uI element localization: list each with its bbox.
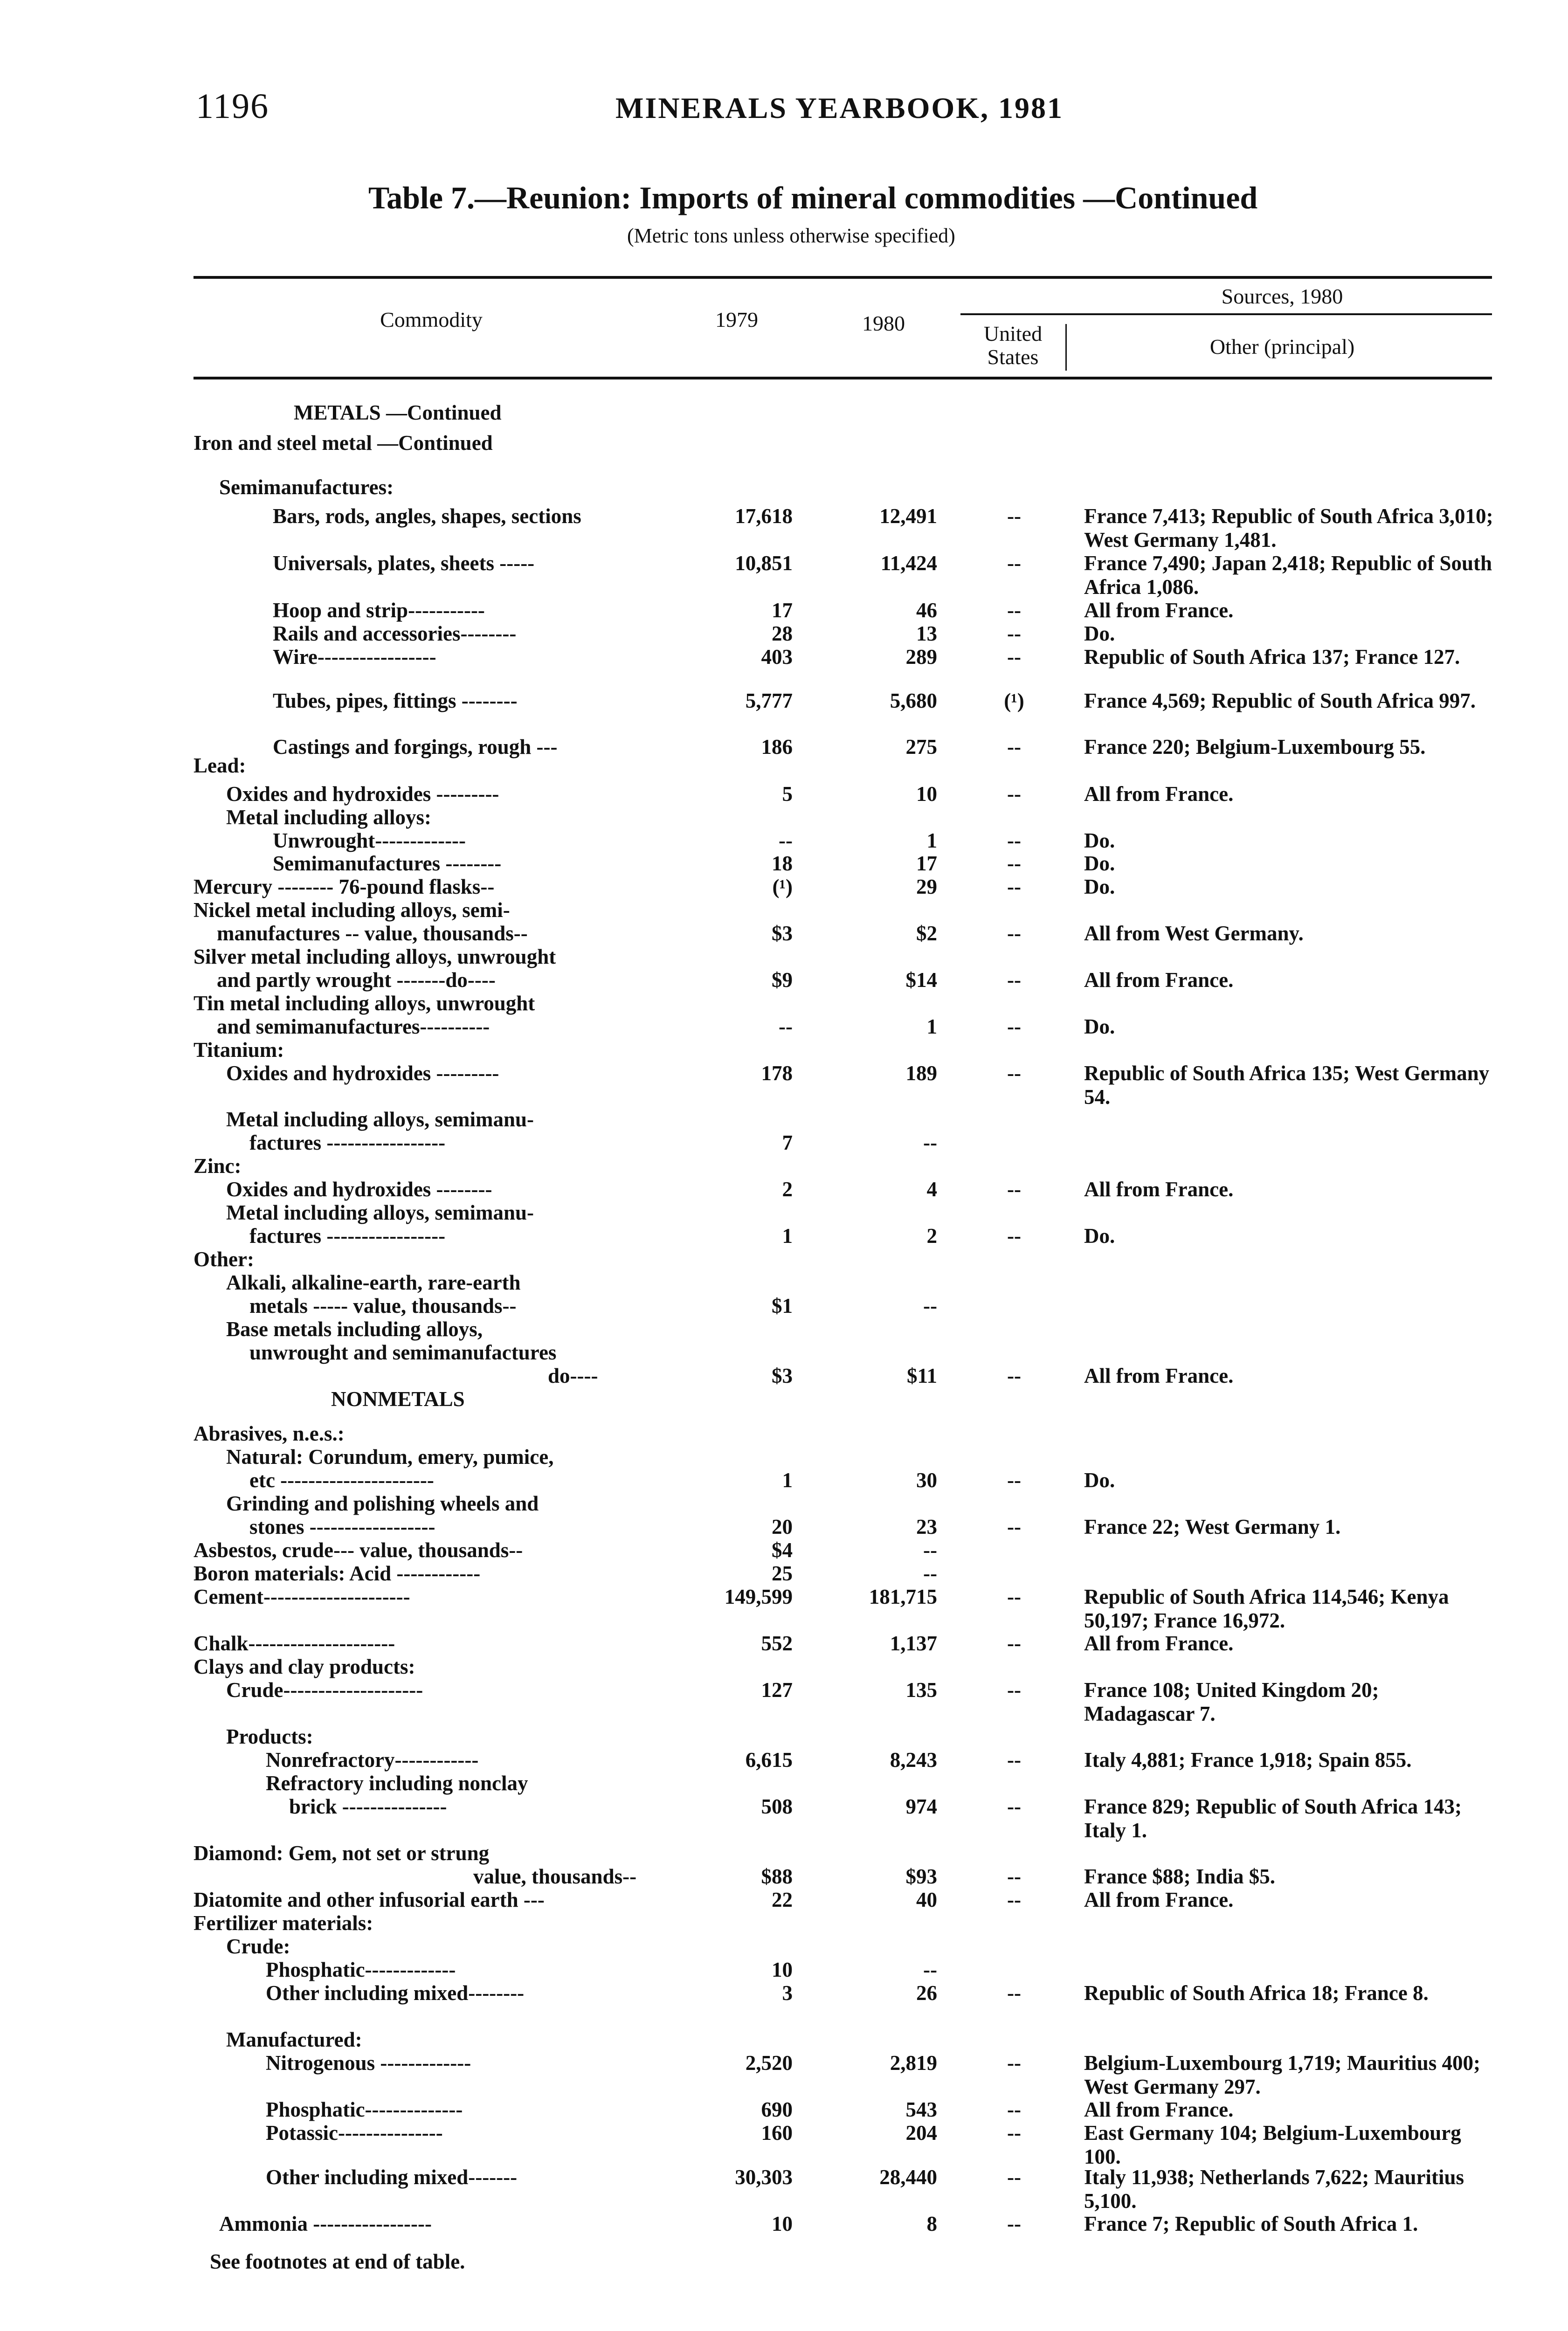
footnote: See footnotes at end of table.: [210, 2250, 465, 2273]
commodity-label: NONMETALS: [331, 1387, 465, 1411]
value-other-sources: Do.: [1084, 829, 1115, 852]
value-1980: --: [923, 1131, 937, 1154]
header-us-line1: United: [983, 322, 1043, 345]
value-1979: 7: [782, 1131, 793, 1154]
value-1979: 10: [772, 1958, 793, 1981]
value-1979: 690: [761, 2098, 793, 2121]
value-other-sources: Do.: [1084, 1015, 1115, 1038]
commodity-label: stones ------------------: [249, 1515, 435, 1538]
value-united-states: --: [1007, 645, 1021, 669]
commodity-label: Base metals including alloys,: [226, 1317, 483, 1341]
value-united-states: --: [1007, 1678, 1021, 1702]
value-1980: 2: [926, 1224, 937, 1248]
value-1980: 2,819: [890, 2051, 937, 2075]
header-other: Other (principal): [1209, 335, 1355, 359]
value-1979: $88: [761, 1865, 793, 1888]
page-number: 1196: [196, 87, 269, 126]
commodity-label: Boron materials: Acid ------------: [193, 1562, 481, 1585]
header-1980: 1980: [862, 311, 905, 335]
value-1980: 46: [916, 599, 937, 622]
commodity-label: Tin metal including alloys, unwrought: [193, 992, 535, 1015]
value-1979: 2,520: [745, 2051, 793, 2075]
sources-rule: [960, 313, 1492, 315]
value-1979: 149,599: [724, 1585, 793, 1608]
value-other-sources: Do.: [1084, 852, 1115, 875]
commodity-label: Bars, rods, angles, shapes, sections: [273, 504, 581, 528]
value-united-states: --: [1007, 1865, 1021, 1888]
commodity-label: Mercury -------- 76-pound flasks--: [193, 875, 495, 898]
value-united-states: --: [1007, 852, 1021, 875]
commodity-label: Refractory including nonclay: [266, 1772, 528, 1795]
value-other-sources: France 7,413; Republic of South Africa 3,010; West Germany 1,481.: [1084, 504, 1493, 552]
running-head: MINERALS YEARBOOK, 1981: [615, 91, 1064, 124]
value-1980: 23: [916, 1515, 937, 1538]
value-1979: 18: [772, 852, 793, 875]
value-1980: 26: [916, 1981, 937, 2005]
value-united-states: --: [1007, 1364, 1021, 1387]
value-other-sources: Republic of South Africa 137; France 127.: [1084, 645, 1460, 669]
value-1980: 1: [926, 1015, 937, 1038]
value-1980: 181,715: [869, 1585, 937, 1608]
value-united-states: --: [1007, 1632, 1021, 1655]
value-1979: $3: [772, 922, 793, 945]
value-1979: 186: [761, 735, 793, 759]
commodity-label: Oxides and hydroxides ---------: [226, 1062, 499, 1085]
value-other-sources: Republic of South Africa 18; France 8.: [1084, 1981, 1429, 2005]
value-united-states: --: [1007, 2098, 1021, 2121]
header-sources: Sources, 1980: [1221, 284, 1343, 308]
commodity-label: Metal including alloys, semimanu-: [226, 1108, 534, 1131]
value-other-sources: Do.: [1084, 875, 1115, 898]
value-1979: 17,618: [735, 504, 793, 528]
commodity-label: Manufactured:: [226, 2028, 362, 2051]
value-1979: 508: [761, 1795, 793, 1818]
commodity-label: Silver metal including alloys, unwrought: [193, 945, 556, 968]
commodity-label: Alkali, alkaline-earth, rare-earth: [226, 1271, 521, 1294]
value-united-states: --: [1007, 1795, 1021, 1818]
header-us-line2: States: [987, 345, 1039, 369]
commodity-label: Nonrefractory------------: [266, 1748, 479, 1772]
commodity-label: Nitrogenous -------------: [266, 2051, 471, 2075]
value-1980: 1: [926, 829, 937, 852]
value-united-states: (¹): [1004, 689, 1024, 712]
value-united-states: --: [1007, 1748, 1021, 1772]
header-bottom-rule: [193, 377, 1492, 379]
value-1979: 10: [772, 2212, 793, 2235]
value-1980: 28,440: [879, 2165, 937, 2189]
commodity-label: Phosphatic-------------: [266, 1958, 456, 1981]
value-united-states: --: [1007, 1585, 1021, 1608]
commodity-label: and partly wrought -------do----: [217, 968, 496, 992]
value-other-sources: France 4,569; Republic of South Africa 997.: [1084, 689, 1476, 712]
value-1980: 40: [916, 1888, 937, 1911]
value-other-sources: France 108; United Kingdom 20; Madagascar 7.: [1084, 1678, 1379, 1725]
value-united-states: --: [1007, 622, 1021, 645]
commodity-label: Universals, plates, sheets -----: [273, 552, 535, 575]
value-united-states: --: [1007, 1178, 1021, 1201]
value-united-states: --: [1007, 1981, 1021, 2005]
value-united-states: --: [1007, 2051, 1021, 2075]
commodity-label: Nickel metal including alloys, semi-: [193, 898, 510, 922]
value-other-sources: France 7; Republic of South Africa 1.: [1084, 2212, 1418, 2235]
value-united-states: --: [1007, 782, 1021, 806]
commodity-label: Hoop and strip-----------: [273, 599, 485, 622]
commodity-label: Natural: Corundum, emery, pumice,: [226, 1445, 554, 1469]
commodity-label: Titanium:: [193, 1038, 284, 1062]
commodity-label: Other:: [193, 1248, 254, 1271]
commodity-label: Oxides and hydroxides --------: [226, 1178, 492, 1201]
value-1980: 974: [905, 1795, 937, 1818]
commodity-label: Tubes, pipes, fittings --------: [273, 689, 518, 712]
commodity-label: Metal including alloys, semimanu-: [226, 1201, 534, 1224]
value-1979: 22: [772, 1888, 793, 1911]
commodity-label: Clays and clay products:: [193, 1655, 415, 1678]
value-other-sources: Italy 4,881; France 1,918; Spain 855.: [1084, 1748, 1412, 1772]
value-united-states: --: [1007, 922, 1021, 945]
commodity-label: Other including mixed--------: [266, 1981, 525, 2005]
value-1979: --: [779, 829, 793, 852]
value-1980: 12,491: [879, 504, 937, 528]
value-other-sources: East Germany 104; Belgium-Luxembourg 100.: [1084, 2121, 1461, 2168]
commodity-label: and semimanufactures----------: [217, 1015, 490, 1038]
value-1980: 29: [916, 875, 937, 898]
value-other-sources: France 22; West Germany 1.: [1084, 1515, 1341, 1538]
value-united-states: --: [1007, 875, 1021, 898]
commodity-label: Crude:: [226, 1935, 290, 1958]
commodity-label: Products:: [226, 1725, 313, 1748]
value-1979: $3: [772, 1364, 793, 1387]
value-1979: 6,615: [745, 1748, 793, 1772]
commodity-label: Rails and accessories--------: [273, 622, 517, 645]
commodity-label: Phosphatic--------------: [266, 2098, 463, 2121]
value-1980: 204: [905, 2121, 937, 2145]
value-1979: --: [779, 1015, 793, 1038]
value-1980: $11: [906, 1364, 937, 1387]
value-other-sources: All from West Germany.: [1084, 922, 1304, 945]
value-other-sources: France 7,490; Japan 2,418; Republic of South Africa 1,086.: [1084, 552, 1492, 599]
value-other-sources: All from France.: [1084, 968, 1234, 992]
commodity-label: metals ----- value, thousands--: [249, 1294, 517, 1317]
commodity-label: METALS —Continued: [294, 401, 502, 424]
value-1980: --: [923, 1562, 937, 1585]
commodity-label: Lead:: [193, 754, 246, 777]
commodity-label: Crude--------------------: [226, 1678, 423, 1702]
commodity-label: Semimanufactures:: [219, 476, 394, 499]
value-1980: 5,680: [890, 689, 937, 712]
value-1979: 160: [761, 2121, 793, 2145]
value-1980: 30: [916, 1469, 937, 1492]
commodity-label: brick ---------------: [289, 1795, 447, 1818]
value-1979: $4: [772, 1538, 793, 1562]
commodity-label: Cement---------------------: [193, 1585, 410, 1608]
value-1980: 4: [926, 1178, 937, 1201]
value-1979: 1: [782, 1224, 793, 1248]
value-united-states: --: [1007, 1888, 1021, 1911]
value-other-sources: France 829; Republic of South Africa 143; Italy 1.: [1084, 1795, 1462, 1842]
value-other-sources: Do.: [1084, 1469, 1115, 1492]
value-other-sources: All from France.: [1084, 1178, 1234, 1201]
value-1979: 30,303: [735, 2165, 793, 2189]
value-1979: 5: [782, 782, 793, 806]
value-other-sources: All from France.: [1084, 599, 1234, 622]
value-1980: 1,137: [890, 1632, 937, 1655]
commodity-label: Abrasives, n.e.s.:: [193, 1422, 345, 1445]
value-united-states: --: [1007, 599, 1021, 622]
value-united-states: --: [1007, 1015, 1021, 1038]
us-divider-rule: [1065, 324, 1067, 371]
value-1979: 25: [772, 1562, 793, 1585]
value-other-sources: Republic of South Africa 135; West Germany 54.: [1084, 1062, 1490, 1109]
value-other-sources: Belgium-Luxembourg 1,719; Mauritius 400; West Germany 297.: [1084, 2051, 1480, 2098]
value-1979: 552: [761, 1632, 793, 1655]
value-1979: 10,851: [735, 552, 793, 575]
value-1980: 543: [905, 2098, 937, 2121]
value-united-states: --: [1007, 2165, 1021, 2189]
value-1979: 5,777: [745, 689, 793, 712]
value-1979: 1: [782, 1469, 793, 1492]
value-1980: $2: [916, 922, 937, 945]
value-1979: 403: [761, 645, 793, 669]
value-1980: --: [923, 1294, 937, 1317]
commodity-label: Asbestos, crude--- value, thousands--: [193, 1538, 523, 1562]
commodity-label: Oxides and hydroxides ---------: [226, 782, 499, 806]
value-other-sources: All from France.: [1084, 782, 1234, 806]
value-1980: 11,424: [880, 552, 937, 575]
commodity-label: Fertilizer materials:: [193, 1911, 373, 1935]
value-other-sources: France $88; India $5.: [1084, 1865, 1275, 1888]
commodity-label: Grinding and polishing wheels and: [226, 1492, 539, 1515]
commodity-label: Ammonia -----------------: [219, 2212, 432, 2235]
value-1979: 3: [782, 1981, 793, 2005]
value-united-states: --: [1007, 504, 1021, 528]
value-1980: 17: [916, 852, 937, 875]
value-united-states: --: [1007, 552, 1021, 575]
commodity-label: Metal including alloys:: [226, 806, 432, 829]
table-title: Table 7.—Reunion: Imports of mineral commodities —Continued: [368, 180, 1258, 215]
value-1979: 17: [772, 599, 793, 622]
commodity-label: Other including mixed-------: [266, 2165, 518, 2189]
commodity-label: Unwrought-------------: [273, 829, 466, 852]
value-1980: 8: [926, 2212, 937, 2235]
value-other-sources: France 220; Belgium-Luxembourg 55.: [1084, 735, 1426, 759]
commodity-label: etc ----------------------: [249, 1469, 434, 1492]
value-1979: 28: [772, 622, 793, 645]
value-united-states: --: [1007, 1224, 1021, 1248]
value-1980: 189: [905, 1062, 937, 1085]
commodity-label: factures -----------------: [249, 1131, 446, 1154]
value-other-sources: All from France.: [1084, 1632, 1234, 1655]
header-1979: 1979: [715, 308, 758, 331]
value-united-states: --: [1007, 2212, 1021, 2235]
commodity-label: Iron and steel metal —Continued: [193, 431, 493, 455]
value-united-states: --: [1007, 968, 1021, 992]
value-united-states: --: [1007, 2121, 1021, 2145]
value-1980: 289: [905, 645, 937, 669]
value-1979: 178: [761, 1062, 793, 1085]
commodity-label: Diamond: Gem, not set or strung: [193, 1841, 490, 1865]
header-commodity: Commodity: [380, 308, 483, 331]
value-other-sources: All from France.: [1084, 1364, 1234, 1387]
value-other-sources: Do.: [1084, 1224, 1115, 1248]
header-top-rule: [193, 276, 1492, 279]
commodity-label: Diatomite and other infusorial earth ---: [193, 1888, 545, 1911]
value-other-sources: All from France.: [1084, 2098, 1234, 2121]
value-1979: $1: [772, 1294, 793, 1317]
value-1980: 13: [916, 622, 937, 645]
value-1980: 10: [916, 782, 937, 806]
commodity-label: Semimanufactures --------: [273, 852, 502, 875]
value-1979: $9: [772, 968, 793, 992]
commodity-label: factures -----------------: [249, 1224, 446, 1248]
value-1980: 135: [905, 1678, 937, 1702]
value-united-states: --: [1007, 1469, 1021, 1492]
value-1980: --: [923, 1538, 937, 1562]
value-1979: 2: [782, 1178, 793, 1201]
value-1979: (¹): [772, 875, 793, 898]
value-united-states: --: [1007, 829, 1021, 852]
commodity-label: Chalk---------------------: [193, 1632, 395, 1655]
value-other-sources: All from France.: [1084, 1888, 1234, 1911]
value-united-states: --: [1007, 1062, 1021, 1085]
value-1980: 275: [905, 735, 937, 759]
value-other-sources: Republic of South Africa 114,546; Kenya 50,197; France 16,972.: [1084, 1585, 1449, 1632]
value-united-states: --: [1007, 735, 1021, 759]
value-1980: --: [923, 1958, 937, 1981]
commodity-label: do----: [548, 1364, 598, 1387]
value-1980: 8,243: [890, 1748, 937, 1772]
table-subtitle: (Metric tons unless otherwise specified): [627, 224, 955, 247]
value-1980: $14: [905, 968, 937, 992]
commodity-label: Wire-----------------: [273, 645, 436, 669]
commodity-label: Potassic---------------: [266, 2121, 443, 2145]
value-other-sources: Italy 11,938; Netherlands 7,622; Mauritius 5,100.: [1084, 2165, 1464, 2213]
value-1980: $93: [905, 1865, 937, 1888]
value-1979: 127: [761, 1678, 793, 1702]
commodity-label: manufactures -- value, thousands--: [217, 922, 528, 945]
value-other-sources: Do.: [1084, 622, 1115, 645]
commodity-label: Zinc:: [193, 1154, 242, 1178]
commodity-label: Castings and forgings, rough ---: [273, 735, 558, 759]
commodity-label: value, thousands--: [473, 1865, 637, 1888]
commodity-label: unwrought and semimanufactures: [249, 1341, 557, 1364]
value-1979: 20: [772, 1515, 793, 1538]
value-united-states: --: [1007, 1515, 1021, 1538]
